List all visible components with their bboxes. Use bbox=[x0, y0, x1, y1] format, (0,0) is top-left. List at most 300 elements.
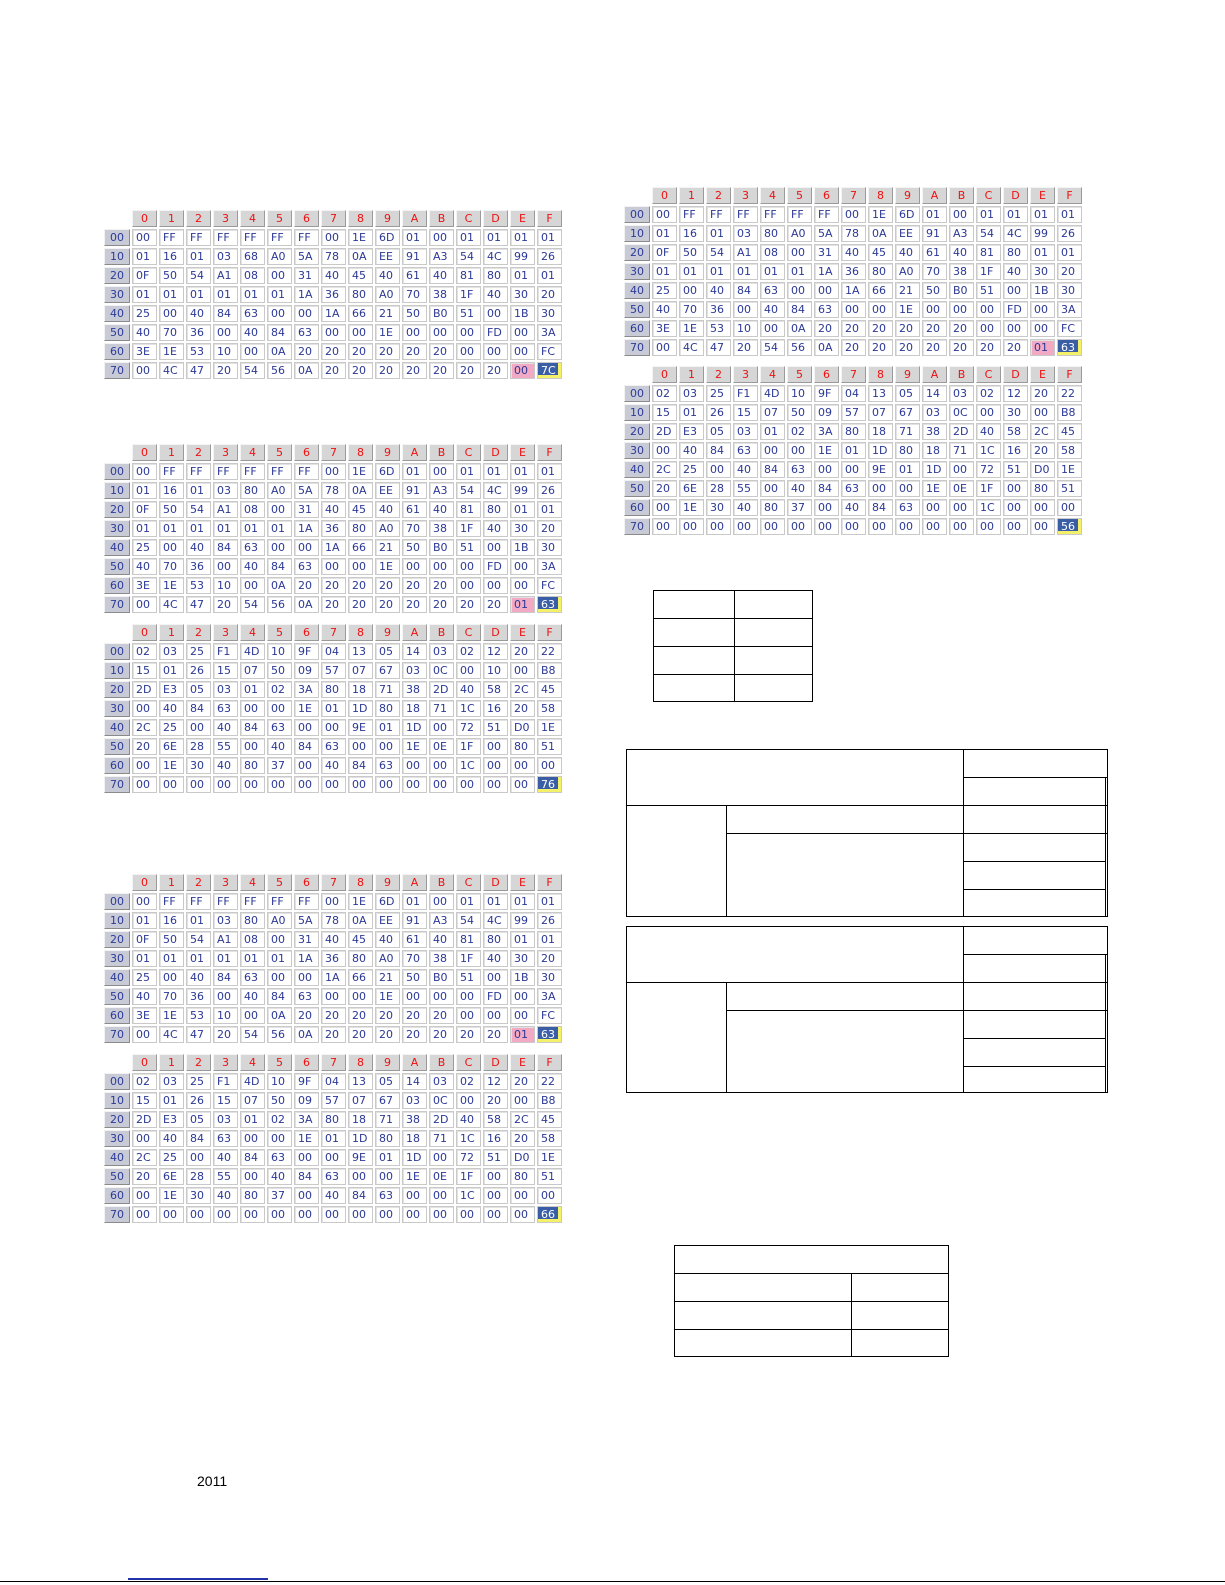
hex-cell: 00 bbox=[483, 776, 508, 793]
row-header: 20 bbox=[104, 1111, 130, 1128]
column-header: D bbox=[483, 874, 508, 891]
hex-cell: 00 bbox=[537, 1187, 562, 1204]
hex-cell: 30 bbox=[537, 969, 562, 986]
hex-cell: FF bbox=[294, 463, 319, 480]
hex-cell: 07 bbox=[348, 662, 373, 679]
hex-cell: 20 bbox=[429, 343, 454, 360]
grid-corner bbox=[104, 624, 130, 641]
hex-cell: 00 bbox=[895, 480, 920, 497]
hex-cell: 03 bbox=[949, 385, 974, 402]
hex-cell: 1E bbox=[922, 480, 947, 497]
column-header: B bbox=[429, 210, 454, 227]
hex-cell: 84 bbox=[733, 282, 758, 299]
hex-cell: 71 bbox=[429, 700, 454, 717]
hex-cell: 00 bbox=[1030, 301, 1055, 318]
hex-cell: 01 bbox=[895, 461, 920, 478]
hex-cell: 00 bbox=[949, 461, 974, 478]
hex-cell: 00 bbox=[841, 461, 866, 478]
hex-cell: 00 bbox=[186, 776, 211, 793]
hex-cell: 51 bbox=[456, 305, 481, 322]
hex-cell: 0F bbox=[132, 931, 157, 948]
hex-cell: 2D bbox=[429, 681, 454, 698]
hex-dump-table-d1 bbox=[622, 185, 1084, 358]
hex-cell: 25 bbox=[679, 461, 704, 478]
outline-table-spec-1 bbox=[626, 749, 1108, 917]
hex-cell: 80 bbox=[483, 267, 508, 284]
column-header: F bbox=[537, 624, 562, 641]
row-header: 40 bbox=[104, 719, 130, 736]
hex-cell: 01 bbox=[402, 229, 427, 246]
hex-cell: 30 bbox=[510, 950, 535, 967]
hex-cell: 00 bbox=[267, 1130, 292, 1147]
hex-cell: FF bbox=[733, 206, 758, 223]
hex-cell: 20 bbox=[483, 596, 508, 613]
row-header: 00 bbox=[624, 206, 650, 223]
row-header: 10 bbox=[104, 482, 130, 499]
hex-cell: 01 bbox=[159, 286, 184, 303]
table-row bbox=[624, 282, 1082, 299]
hex-cell: 01 bbox=[510, 267, 535, 284]
hex-dump-table-d2 bbox=[622, 364, 1084, 537]
hex-cell: 01 bbox=[537, 893, 562, 910]
footer-link-underline[interactable] bbox=[128, 1578, 268, 1580]
grid-corner bbox=[624, 366, 650, 383]
hex-cell: 63 bbox=[240, 539, 265, 556]
column-header: C bbox=[976, 187, 1001, 204]
row-header: 60 bbox=[104, 1187, 130, 1204]
table-row bbox=[104, 1073, 562, 1090]
hex-cell: FF bbox=[186, 463, 211, 480]
hex-cell: 63 bbox=[294, 324, 319, 341]
hex-cell: 00 bbox=[510, 776, 535, 793]
hex-cell: 6D bbox=[375, 463, 400, 480]
hex-cell: 00 bbox=[456, 662, 481, 679]
hex-cell: 0C bbox=[429, 662, 454, 679]
hex-cell: 03 bbox=[213, 912, 238, 929]
hex-cell: 00 bbox=[375, 738, 400, 755]
column-header: 6 bbox=[814, 187, 839, 204]
hex-cell: 01 bbox=[679, 263, 704, 280]
row-header: 30 bbox=[624, 263, 650, 280]
hex-cell: 0F bbox=[132, 267, 157, 284]
hex-cell: 00 bbox=[706, 461, 731, 478]
hex-cell: 2D bbox=[132, 1111, 157, 1128]
column-header: 0 bbox=[132, 624, 157, 641]
column-header: 5 bbox=[267, 624, 292, 641]
hex-cell: 0A bbox=[294, 362, 319, 379]
hex-cell: 00 bbox=[652, 206, 677, 223]
hex-cell: 58 bbox=[537, 700, 562, 717]
hex-cell: 00 bbox=[429, 776, 454, 793]
hex-cell: 63 bbox=[787, 461, 812, 478]
hex-cell: FF bbox=[159, 463, 184, 480]
hex-cell: 0A bbox=[294, 596, 319, 613]
hex-cell: 00 bbox=[402, 1187, 427, 1204]
hex-cell: 16 bbox=[159, 912, 184, 929]
hex-cell: 00 bbox=[679, 518, 704, 535]
hex-cell: 50 bbox=[159, 267, 184, 284]
hex-cell: 00 bbox=[348, 324, 373, 341]
hex-cell: 5A bbox=[294, 912, 319, 929]
hex-cell: FF bbox=[240, 463, 265, 480]
hex-cell: 40 bbox=[186, 969, 211, 986]
hex-cell: 00 bbox=[132, 596, 157, 613]
hex-cell: 00 bbox=[976, 518, 1001, 535]
hex-cell: 1C bbox=[456, 757, 481, 774]
hex-cell: 07 bbox=[868, 404, 893, 421]
hex-cell: 00 bbox=[294, 539, 319, 556]
hex-cell: 81 bbox=[456, 267, 481, 284]
grid-corner bbox=[104, 1054, 130, 1071]
hex-cell: 20 bbox=[868, 320, 893, 337]
hex-cell: 61 bbox=[922, 244, 947, 261]
hex-cell: F1 bbox=[213, 643, 238, 660]
hex-cell: 01 bbox=[159, 1092, 184, 1109]
hex-cell: 66 bbox=[348, 969, 373, 986]
column-header: F bbox=[1057, 187, 1082, 204]
column-header: 8 bbox=[348, 624, 373, 641]
hex-cell: 05 bbox=[375, 643, 400, 660]
hex-cell: 00 bbox=[267, 700, 292, 717]
hex-cell: FF bbox=[760, 206, 785, 223]
hex-cell: 71 bbox=[375, 681, 400, 698]
hex-cell: 67 bbox=[375, 1092, 400, 1109]
hex-cell: 20 bbox=[294, 1007, 319, 1024]
hex-cell: 00 bbox=[510, 577, 535, 594]
hex-cell: 80 bbox=[348, 950, 373, 967]
hex-cell: 20 bbox=[402, 362, 427, 379]
hex-cell: 25 bbox=[159, 1149, 184, 1166]
hex-cell: 01 bbox=[402, 893, 427, 910]
hex-cell: D0 bbox=[510, 719, 535, 736]
hex-cell: 45 bbox=[1057, 423, 1082, 440]
hex-cell: 02 bbox=[267, 1111, 292, 1128]
hex-cell: 00 bbox=[267, 267, 292, 284]
table-row bbox=[624, 225, 1082, 242]
hex-cell: 00 bbox=[375, 1206, 400, 1223]
column-header: C bbox=[456, 444, 481, 461]
row-header: 70 bbox=[104, 362, 130, 379]
hex-cell: 08 bbox=[240, 267, 265, 284]
hex-cell: 3A bbox=[1057, 301, 1082, 318]
hex-cell: 00 bbox=[483, 757, 508, 774]
table-row bbox=[624, 206, 1082, 223]
hex-cell: 47 bbox=[186, 1026, 211, 1043]
column-header: 7 bbox=[321, 1054, 346, 1071]
hex-cell: 00 bbox=[922, 518, 947, 535]
hex-cell: 38 bbox=[949, 263, 974, 280]
hex-cell: 01 bbox=[733, 263, 758, 280]
hex-cell: 78 bbox=[321, 482, 346, 499]
table-row bbox=[104, 700, 562, 717]
hex-cell: 03 bbox=[429, 1073, 454, 1090]
hex-cell: 15 bbox=[132, 662, 157, 679]
table-row bbox=[624, 301, 1082, 318]
hex-cell: 4C bbox=[159, 362, 184, 379]
hex-cell: 00 bbox=[1030, 518, 1055, 535]
table-row bbox=[104, 1187, 562, 1204]
column-header: 9 bbox=[375, 874, 400, 891]
hex-cell: 20 bbox=[348, 596, 373, 613]
hex-cell: 20 bbox=[652, 480, 677, 497]
hex-cell: 00 bbox=[1057, 499, 1082, 516]
hex-cell: 0A bbox=[348, 482, 373, 499]
hex-cell: 10 bbox=[267, 643, 292, 660]
hex-cell: 91 bbox=[922, 225, 947, 242]
column-header: 6 bbox=[294, 624, 319, 641]
hex-cell: 40 bbox=[186, 539, 211, 556]
table-row bbox=[104, 988, 562, 1005]
column-header: 2 bbox=[186, 874, 211, 891]
hex-cell: 00 bbox=[429, 719, 454, 736]
hex-cell: 20 bbox=[510, 643, 535, 660]
column-header: 1 bbox=[159, 624, 184, 641]
hex-cell: 40 bbox=[321, 267, 346, 284]
hex-cell: 84 bbox=[868, 499, 893, 516]
hex-cell: 01 bbox=[132, 912, 157, 929]
hex-cell: 20 bbox=[375, 577, 400, 594]
hex-cell: 1F bbox=[456, 950, 481, 967]
row-header: 40 bbox=[624, 461, 650, 478]
hex-cell: 9F bbox=[294, 1073, 319, 1090]
hex-cell: 54 bbox=[240, 596, 265, 613]
hex-cell: 50 bbox=[922, 282, 947, 299]
hex-cell: 47 bbox=[186, 596, 211, 613]
hex-cell: 02 bbox=[267, 681, 292, 698]
hex-cell: 01 bbox=[132, 248, 157, 265]
hex-cell: 1E bbox=[159, 343, 184, 360]
row-header: 30 bbox=[104, 1130, 130, 1147]
table-row bbox=[104, 719, 562, 736]
row-header: 20 bbox=[104, 501, 130, 518]
hex-cell: 0E bbox=[429, 1168, 454, 1185]
hex-cell: 03 bbox=[402, 662, 427, 679]
column-header: 9 bbox=[895, 187, 920, 204]
hex-cell: 09 bbox=[294, 1092, 319, 1109]
hex-cell: 03 bbox=[213, 681, 238, 698]
hex-cell: 00 bbox=[814, 282, 839, 299]
hex-cell: 1D bbox=[922, 461, 947, 478]
hex-cell: 01 bbox=[1003, 206, 1028, 223]
hex-cell: 1E bbox=[375, 324, 400, 341]
row-header: 70 bbox=[104, 1206, 130, 1223]
hex-cell: 51 bbox=[537, 738, 562, 755]
hex-cell: 1E bbox=[348, 463, 373, 480]
hex-cell: 20 bbox=[895, 320, 920, 337]
table-row bbox=[104, 950, 562, 967]
hex-cell: 45 bbox=[537, 681, 562, 698]
hex-cell: B8 bbox=[537, 662, 562, 679]
hex-cell: 20 bbox=[213, 596, 238, 613]
hex-cell: F1 bbox=[733, 385, 758, 402]
row-header: 40 bbox=[104, 305, 130, 322]
hex-cell: 50 bbox=[787, 404, 812, 421]
hex-cell: 10 bbox=[267, 1073, 292, 1090]
table-row bbox=[104, 1206, 562, 1223]
hex-cell: 1E bbox=[402, 1168, 427, 1185]
hex-cell: 99 bbox=[1030, 225, 1055, 242]
grid-corner bbox=[104, 444, 130, 461]
hex-cell: 20 bbox=[922, 339, 947, 356]
hex-cell: 20 bbox=[429, 596, 454, 613]
hex-cell: 40 bbox=[456, 1111, 481, 1128]
hex-cell: 0A bbox=[294, 1026, 319, 1043]
hex-cell: 00 bbox=[1003, 518, 1028, 535]
row-header: 00 bbox=[104, 1073, 130, 1090]
hex-cell: 00 bbox=[240, 1206, 265, 1223]
hex-cell: 00 bbox=[213, 558, 238, 575]
hex-cell: 36 bbox=[706, 301, 731, 318]
hex-cell: 00 bbox=[132, 463, 157, 480]
hex-cell: 14 bbox=[922, 385, 947, 402]
hex-cell: 00 bbox=[868, 480, 893, 497]
hex-cell: 00 bbox=[429, 988, 454, 1005]
hex-cell: FF bbox=[294, 229, 319, 246]
hex-cell: 36 bbox=[186, 988, 211, 1005]
hex-cell: 54 bbox=[760, 339, 785, 356]
hex-cell: 00 bbox=[760, 518, 785, 535]
hex-cell: 20 bbox=[922, 320, 947, 337]
hex-cell: 02 bbox=[652, 385, 677, 402]
hex-cell: 00 bbox=[321, 1206, 346, 1223]
hex-cell: 6D bbox=[375, 229, 400, 246]
hex-cell: 40 bbox=[949, 244, 974, 261]
column-header: 9 bbox=[895, 366, 920, 383]
hex-cell: 80 bbox=[510, 738, 535, 755]
hex-cell: 00 bbox=[132, 893, 157, 910]
hex-cell: 20 bbox=[1003, 339, 1028, 356]
hex-cell: 01 bbox=[132, 482, 157, 499]
column-header: 4 bbox=[760, 187, 785, 204]
hex-cell: 40 bbox=[733, 461, 758, 478]
hex-cell: B8 bbox=[1057, 404, 1082, 421]
hex-cell: 00 bbox=[510, 1007, 535, 1024]
hex-cell: 84 bbox=[294, 1168, 319, 1185]
hex-cell: 00 bbox=[510, 324, 535, 341]
hex-cell: 00 bbox=[294, 1149, 319, 1166]
hex-cell: 40 bbox=[213, 719, 238, 736]
hex-cell: 16 bbox=[483, 700, 508, 717]
hex-cell: 50 bbox=[159, 931, 184, 948]
hex-cell: 01 bbox=[186, 520, 211, 537]
hex-cell: 20 bbox=[348, 577, 373, 594]
column-header: A bbox=[402, 874, 427, 891]
hex-cell: 20 bbox=[402, 343, 427, 360]
hex-cell: 4C bbox=[483, 912, 508, 929]
hex-cell: 02 bbox=[456, 1073, 481, 1090]
hex-cell: 25 bbox=[132, 969, 157, 986]
hex-cell: 00 bbox=[652, 339, 677, 356]
hex-cell: 40 bbox=[679, 442, 704, 459]
hex-cell: 84 bbox=[294, 738, 319, 755]
table-row bbox=[104, 324, 562, 341]
hex-cell: 20 bbox=[213, 1026, 238, 1043]
hex-cell: 00 bbox=[321, 463, 346, 480]
hex-cell: 1A bbox=[841, 282, 866, 299]
hex-cell: 16 bbox=[159, 248, 184, 265]
column-header: 5 bbox=[787, 366, 812, 383]
table-row bbox=[624, 385, 1082, 402]
hex-cell: 40 bbox=[213, 1149, 238, 1166]
hex-cell: 3A bbox=[294, 681, 319, 698]
hex-cell: A0 bbox=[267, 912, 292, 929]
row-header: 00 bbox=[104, 463, 130, 480]
hex-cell: 40 bbox=[429, 501, 454, 518]
hex-cell: 31 bbox=[294, 931, 319, 948]
hex-cell: 0A bbox=[787, 320, 812, 337]
hex-cell: 63 bbox=[733, 442, 758, 459]
hex-cell: 40 bbox=[213, 1187, 238, 1204]
hex-cell: 54 bbox=[456, 482, 481, 499]
hex-cell: 40 bbox=[895, 244, 920, 261]
hex-cell: 20 bbox=[348, 1026, 373, 1043]
hex-cell: 63 bbox=[375, 1187, 400, 1204]
hex-cell: 00 bbox=[510, 558, 535, 575]
column-header: 9 bbox=[375, 1054, 400, 1071]
table-row bbox=[104, 662, 562, 679]
row-header: 60 bbox=[104, 343, 130, 360]
hex-cell: 20 bbox=[321, 1007, 346, 1024]
column-header: 3 bbox=[213, 1054, 238, 1071]
hex-cell: 84 bbox=[348, 1187, 373, 1204]
hex-cell: 20 bbox=[375, 596, 400, 613]
hex-cell: 38 bbox=[922, 423, 947, 440]
hex-cell: 00 bbox=[841, 301, 866, 318]
hex-cell: FF bbox=[159, 229, 184, 246]
column-header: 9 bbox=[375, 210, 400, 227]
column-header: D bbox=[483, 624, 508, 641]
hex-cell: 00 bbox=[1030, 404, 1055, 421]
hex-cell: FF bbox=[267, 229, 292, 246]
hex-cell: 54 bbox=[186, 931, 211, 948]
hex-cell: 1C bbox=[456, 700, 481, 717]
checksum-cell: 7C bbox=[537, 362, 562, 379]
column-header: 8 bbox=[868, 187, 893, 204]
table-row bbox=[104, 931, 562, 948]
table-row bbox=[624, 499, 1082, 516]
hex-cell: 00 bbox=[213, 324, 238, 341]
hex-cell: 01 bbox=[186, 950, 211, 967]
hex-cell: 00 bbox=[321, 988, 346, 1005]
hex-cell: 37 bbox=[787, 499, 812, 516]
hex-cell: 04 bbox=[321, 1073, 346, 1090]
hex-cell: 1B bbox=[1030, 282, 1055, 299]
hex-cell: 30 bbox=[186, 757, 211, 774]
hex-cell: A0 bbox=[267, 248, 292, 265]
hex-cell: 53 bbox=[186, 577, 211, 594]
hex-cell: 00 bbox=[510, 343, 535, 360]
hex-cell: 0F bbox=[132, 501, 157, 518]
hex-cell: 20 bbox=[348, 1007, 373, 1024]
hex-cell: 00 bbox=[240, 1130, 265, 1147]
column-header: 0 bbox=[652, 187, 677, 204]
column-header: C bbox=[456, 874, 481, 891]
hex-cell: 2C bbox=[132, 719, 157, 736]
hex-cell: 16 bbox=[679, 225, 704, 242]
hex-cell: 00 bbox=[976, 404, 1001, 421]
hex-cell: 01 bbox=[537, 229, 562, 246]
hex-cell: FF bbox=[267, 463, 292, 480]
column-header: 3 bbox=[213, 624, 238, 641]
hex-cell: 15 bbox=[213, 662, 238, 679]
hex-cell-highlight: 01 bbox=[510, 1026, 535, 1043]
column-header: F bbox=[537, 444, 562, 461]
hex-cell: 04 bbox=[321, 643, 346, 660]
hex-cell: 1D bbox=[402, 719, 427, 736]
column-header: 9 bbox=[375, 624, 400, 641]
hex-cell: 1E bbox=[814, 442, 839, 459]
table-row bbox=[104, 1111, 562, 1128]
